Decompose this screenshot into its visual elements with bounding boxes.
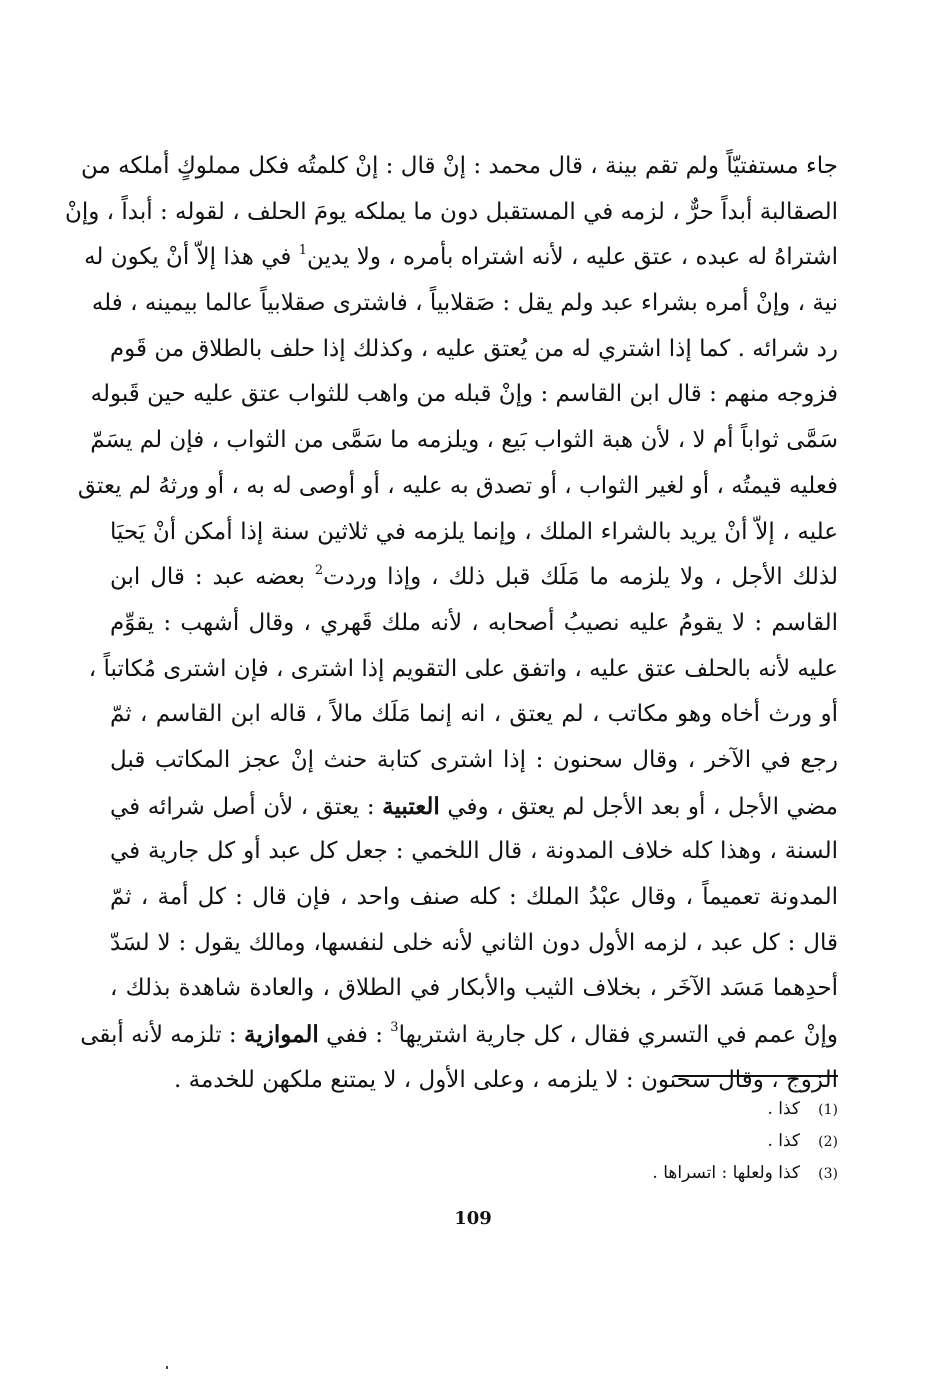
footnote-text: كذا .: [767, 1131, 800, 1151]
text-line: فعليه قيمتُه ، أو لغير الثواب ، أو تصدق به عليه ، أو أوصى له به ، أو ورثهُ لم يعتق: [77, 472, 838, 499]
text-line: القاسم : لا يقومُ عليه نصيبُ أصحابه ، لأنه ملك قَهري ، وقال أشهب : يقوِّم: [110, 609, 838, 636]
text-line: رجع في الآخر ، وقال سحنون : إذا اشترى كتابة حنث إنْ عجز المكاتب قبل: [110, 746, 838, 773]
footnote-number: (3): [818, 1166, 838, 1182]
scan-speck: [166, 1366, 168, 1369]
footnotes: [438, 1093, 838, 1189]
footnote-text: كذا .: [767, 1099, 800, 1119]
footnote-item: [438, 1093, 838, 1125]
text-line: [110, 784, 838, 830]
footnote-ref-3: 3: [390, 1020, 399, 1036]
text-line: عليه لأنه بالحلف عتق عليه ، واتفق على التقويم إذا اشترى ، فإن اشترى مُكاتباً ،: [88, 655, 838, 682]
footnote-text: كذا ولعلها : اتسراها .: [652, 1163, 800, 1183]
footnote-number: (2): [818, 1134, 838, 1150]
footnote-ref-2: 2: [314, 562, 324, 578]
source-title-mawaziyya: الموازية: [243, 1021, 319, 1049]
text-line: رد شرائه . كما إذا اشتري له من يُعتق عليه ، وكذلك إذا حلف بالطلاق من قَوم: [109, 335, 838, 362]
text-line: قال : كل عبد ، لزمه الأول دون الثاني لأنه خلى لنفسها، ومالك يقول : لا لسَدّ: [110, 929, 838, 956]
page-number: 109: [454, 1208, 492, 1229]
text-segment: وإنْ عمم في التسري فقال ، كل جارية اشتريها: [398, 1022, 838, 1049]
text-line: السنة ، وهذا كله خلاف المدونة ، قال اللخمي : جعل كل عبد أو كل جارية في: [110, 838, 838, 865]
text-line: سَمَّى ثواباً أم لا ، لأن هبة الثواب بَيع ، ويلزمه ما سَمَّى من الثواب ، فإن لم يسَمّ: [90, 427, 838, 454]
footnote-ref-1: 1: [298, 242, 308, 258]
footnote-number: (1): [818, 1102, 838, 1118]
text-segment: لذلك الأجل ، ولا يلزمه ما مَلَك قبل ذلك ، وإذا وردت: [323, 564, 838, 591]
text-line: [84, 235, 838, 281]
text-line: أو ورث أخاه وهو مكاتب ، لم يعتق ، انه إنما مَلَك مالاً ، قاله ابن القاسم ، ثمّ: [110, 701, 838, 728]
source-title-atbiyya: العتبية: [382, 792, 440, 820]
text-line: فزوجه منهم : قال ابن القاسم : وإنْ قبله من واهب للثواب عتق عليه حين قَبوله: [90, 381, 838, 408]
text-line: نية ، وإنْ أمره بشراء عبد ولم يقل : صَقلابياً ، فاشترى صقلابياً عالما بيمينه ، فله: [91, 290, 838, 317]
text-segment: مضي الأجل ، أو بعد الأجل لم يعتق ، وفي: [447, 793, 838, 820]
text-line: [110, 555, 838, 601]
text-line: أحدِهما مَسَد الآخَر ، بخلاف الثيب والأبكار في الطلاق ، والعادة شاهدة بذلك ،: [110, 975, 838, 1002]
footnote-item: [438, 1125, 838, 1157]
text-segment: في هذا إلاّ أنْ يكون له: [84, 244, 299, 271]
text-segment: : يعتق ، لأن أصل شرائه في: [110, 793, 383, 820]
text-segment: بعضه عبد : قال ابن: [110, 564, 315, 591]
text-line: الزوج ، وقال سحنون : لا يلزمه ، وعلى الأول ، لا يمتنع ملكهن للخدمة .: [174, 1066, 838, 1093]
text-line: عليه ، إلاّ أنْ يريد بالشراء الملك ، وإنما يلزمه في ثلاثين سنة إذا أمكن أنْ يَحيَا: [110, 518, 838, 545]
text-line: الصقالبة أبداً حرٌّ ، لزمه في المستقبل دون ما يملكه يومَ الحلف ، لقوله : أبداً ، وإنْ: [64, 198, 838, 225]
text-segment: اشتراهُ له عبده ، عتق عليه ، لأنه اشتراه بأمره ، ولا يدين: [307, 244, 838, 271]
text-segment: : ففي: [318, 1022, 391, 1049]
text-line: جاء مستفتيّاً ولم تقم بينة ، قال محمد : إنْ قال : إنْ كلمتُه فكل مملوكٍ أملكه من: [81, 153, 838, 179]
footnote-separator: [674, 1075, 838, 1077]
text-line: المدونة تعميماً ، وقال عبْدُ الملك : كله صنف واحد ، فإن قال : كل أمة ، ثمّ: [110, 884, 838, 910]
text-segment: : تلزمه لأنه أبقى: [80, 1022, 244, 1049]
text-line: [80, 1012, 838, 1058]
main-text: [64, 144, 838, 1103]
footnote-item: [438, 1157, 838, 1189]
